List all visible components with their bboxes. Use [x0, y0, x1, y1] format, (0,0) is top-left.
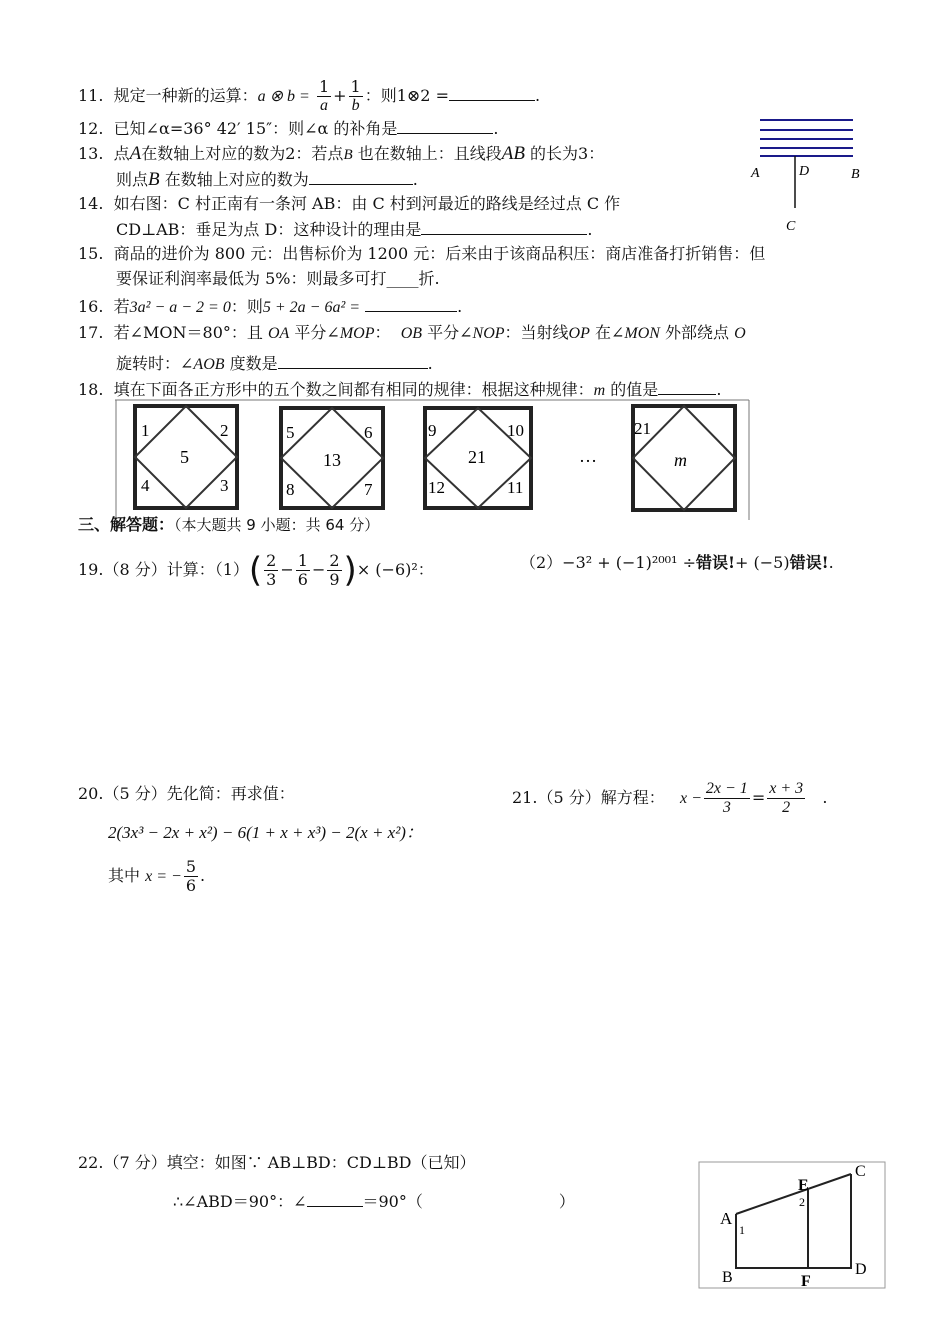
fig22-label-f: F: [801, 1273, 811, 1290]
q19-plus: + (−5): [735, 553, 790, 572]
q13-text-c: 也在数轴上：且线段: [357, 144, 502, 163]
q14-river-figure: [745, 112, 875, 237]
sq2-center: 13: [323, 450, 341, 470]
q18-text: 填在下面各正方形中的五个数之间都有相同的规律：根据这种规律：: [113, 380, 594, 399]
q11-equation: a ⊗ b =: [257, 88, 310, 105]
fig14-label-c: C: [786, 219, 796, 234]
question-11: [78, 78, 540, 115]
q17-text-b: 平分∠: [294, 323, 340, 342]
q14-number: 14.: [78, 194, 104, 213]
q11-frac-1b: $\frac{1}{b}$: [350, 77, 361, 114]
q13-text-e: 则点: [116, 170, 149, 189]
q21-end: .: [822, 788, 828, 807]
q20-expression-text: 2(3x³ − 2x + x²) − 6(1 + x + x³) − 2(x + x²)：: [108, 823, 423, 842]
q19-error-1: 错误!: [695, 553, 736, 572]
q22-angle-blank[interactable]: [307, 1190, 363, 1207]
q21-equals: =: [751, 788, 766, 807]
section-3-heading: [78, 514, 379, 536]
q17-nop: NOP: [472, 325, 505, 342]
sq2-top-left: 5: [286, 423, 295, 442]
q11-plus: +: [333, 86, 347, 105]
q17-text-f: 在∠: [594, 323, 625, 342]
q13-end: .: [412, 170, 418, 189]
fig14-label-b: B: [851, 167, 860, 182]
q17-text-c: ：: [374, 323, 391, 342]
sq1-center: 5: [180, 447, 189, 467]
q20-number: 20.: [78, 784, 104, 803]
q11-end: .: [534, 86, 541, 105]
q17-text-g: 外部绕点: [665, 323, 730, 342]
q13-answer-blank[interactable]: [309, 168, 413, 185]
q16-text: 若: [113, 297, 130, 316]
q17-answer-blank[interactable]: [278, 352, 428, 369]
q20-condition: 其中 x = − $\frac{5}{6}$ .: [108, 857, 206, 895]
fig22-label-d: D: [855, 1261, 867, 1278]
q14-end: .: [587, 220, 593, 239]
q16-equation-1: 3a² − a − 2 = 0: [129, 299, 231, 316]
q17-oa: OA: [268, 325, 290, 342]
q17-text-d: 平分∠: [427, 323, 473, 342]
q14-text-2: CD⊥AB：垂足为点 D：这种设计的理由是: [116, 220, 422, 239]
sq1-top-right: 2: [220, 421, 229, 440]
fig22-angle-1: 1: [739, 1223, 745, 1237]
q16-end: .: [457, 297, 463, 316]
sq1-top-left: 1: [141, 421, 150, 440]
q17-text-a: 若∠MON＝80°：且: [113, 323, 263, 342]
question-20: [78, 783, 295, 805]
sq3-center: 21: [468, 447, 486, 467]
q20-condition-label: 其中: [108, 866, 141, 885]
fig22-label-a: A: [720, 1209, 733, 1228]
q17-text-e: ：当射线: [504, 323, 569, 342]
question-19-part-2: [520, 552, 834, 574]
q14-answer-blank[interactable]: [421, 218, 587, 235]
question-14: [78, 193, 620, 215]
q22-geometry-figure: [698, 1160, 888, 1290]
question-17: [78, 322, 746, 345]
q19-tail: × (−6)²：: [356, 560, 434, 579]
q19-number: 19.: [78, 560, 104, 579]
q16-number: 16.: [78, 297, 104, 316]
q17-ob: OB: [400, 325, 423, 342]
q21-number: 21.: [512, 788, 538, 807]
q13-point-b: B: [343, 147, 353, 163]
q11-text: 规定一种新的运算：: [113, 86, 258, 105]
question-14-line2: [116, 218, 592, 241]
section-3-note: （本大题共 9 小题：共 64 分）: [174, 516, 380, 534]
q21-lhs: x −: [680, 790, 702, 807]
q22-number: 22.: [78, 1153, 104, 1172]
sq2-bottom-right: 7: [364, 480, 373, 499]
sq1-bottom-right: 3: [220, 476, 229, 495]
sq3-bottom-left: 12: [428, 478, 445, 497]
fig22-label-c: C: [855, 1163, 866, 1180]
q18-text-2: 的值是: [610, 380, 659, 399]
q14-text-1: 如右图：C 村正南有一条河 AB：由 C 村到河最近的路线是经过点 C 作: [113, 194, 621, 213]
q19-end: .: [828, 553, 834, 572]
sq4-center: m: [674, 450, 687, 470]
sq3-bottom-right: 11: [507, 478, 524, 497]
fig22-label-b: B: [722, 1269, 733, 1286]
question-21: 21.（5 分）解方程： x − $\frac{2x - 1}{3}$ = $\frac{x + 3}{2}$ .: [512, 780, 828, 816]
river-lines: [760, 120, 853, 156]
q15-text-1: 商品的进价为 800 元：出售标价为 1200 元：后来由于该商品积压：商店准备打折销售：但: [113, 244, 766, 263]
q22-text-2: ∴∠ABD＝90°：∠: [173, 1192, 307, 1211]
q17-text-i: 度数是: [229, 354, 278, 373]
q17-op: OP: [568, 325, 590, 342]
question-17-line2: [116, 352, 433, 376]
question-22: [78, 1152, 475, 1174]
sq2-bottom-left: 8: [286, 480, 295, 499]
question-22-line2: [173, 1190, 575, 1213]
q12-number: 12.: [78, 119, 104, 138]
q17-text-h: 旋转时：∠: [116, 354, 194, 373]
fig22-angle-2: 2: [799, 1195, 805, 1209]
q20-x-value: x = −: [145, 868, 182, 885]
q12-end: .: [493, 119, 499, 138]
q12-answer-blank[interactable]: [397, 117, 493, 134]
question-19: 19.（8 分）计算：（1）( $\frac{2}{3}$ − $\frac{1}{6}$ − $\frac{2}{9}$ )× (−6)²：: [78, 550, 434, 591]
q13-number: 13.: [78, 144, 104, 163]
q18-squares-figure: [115, 398, 755, 520]
q22-text-3: ＝90°（: [362, 1192, 423, 1211]
q17-number: 17.: [78, 323, 104, 342]
q18-m: m: [593, 382, 606, 399]
fig14-label-d: D: [799, 164, 810, 179]
q16-mid: ：则: [230, 297, 263, 316]
q13-text-f: 在数轴上对应的数为: [164, 170, 309, 189]
q17-end: .: [427, 354, 433, 373]
sq1-bottom-left: 4: [141, 476, 150, 495]
question-15: [78, 243, 765, 265]
number-square-3: [425, 408, 531, 508]
number-square-2: [281, 408, 383, 508]
q11-then: ：则1⊗2 =: [364, 86, 449, 105]
sq2-top-right: 6: [364, 423, 373, 442]
q20-instruction: （5 分）先化简：再求值：: [103, 784, 295, 803]
q13-text-a: 点: [113, 144, 130, 163]
section-3-title: 三、解答题：: [78, 515, 175, 534]
q20-expression: [108, 822, 423, 844]
q13-point-b2: B: [148, 169, 160, 190]
number-square-4: [633, 406, 735, 510]
q19-part-2-expr: （2）−3² + (−1)²⁰⁰¹ ÷: [520, 553, 696, 572]
q17-mop: MOP: [339, 325, 375, 342]
q19-part-1-label: （8 分）计算：（1）: [103, 560, 249, 579]
q15-number: 15.: [78, 244, 104, 263]
q16-equation-2: 5 + 2a − 6a² =: [262, 299, 361, 316]
fig22-label-e: E: [798, 1177, 809, 1194]
q17-mon: MON: [624, 325, 660, 342]
sq3-top-right: 10: [507, 421, 524, 440]
q17-aob: AOB: [193, 356, 225, 373]
fig22-ab-bd-dc: [736, 1174, 851, 1268]
sq3-top-left: 9: [428, 421, 437, 440]
q13-point-a: A: [129, 143, 142, 164]
q13-segment-ab: AB: [501, 143, 525, 164]
q17-o: O: [734, 325, 746, 342]
q20-end: .: [200, 866, 206, 885]
q11-answer-blank[interactable]: [449, 84, 535, 101]
q21-instruction: （5 分）解方程：: [537, 788, 665, 807]
q19-error-2: 错误!: [789, 553, 829, 572]
q13-text-b: 在数轴上对应的数为2：若点: [141, 144, 344, 163]
q16-answer-blank[interactable]: [365, 295, 457, 312]
q15-text-2: 要保证利润率最低为 5%：则最多可打____折.: [116, 269, 440, 288]
q11-number: 11.: [78, 86, 104, 105]
question-13: [78, 143, 604, 166]
question-15-line2: [116, 268, 440, 290]
question-12: [78, 117, 499, 140]
q12-text: 已知∠α=36° 42′ 15″：则∠α 的补角是: [113, 119, 398, 138]
q18-answer-blank[interactable]: [658, 378, 716, 395]
question-13-line2: [116, 168, 418, 191]
number-square-1: [135, 406, 237, 508]
q18-end: .: [716, 380, 722, 399]
fig14-label-a: A: [751, 166, 760, 181]
q11-frac-1a: $\frac{1}{a}$: [318, 77, 330, 114]
fig22-ac-line: [736, 1174, 851, 1214]
q13-text-d: 的长为3：: [530, 144, 605, 163]
q18-ellipsis: …: [579, 446, 597, 466]
sq4-top-left: 21: [634, 419, 651, 438]
q22-text-1: （7 分）填空：如图∵ AB⊥BD：CD⊥BD（已知）: [103, 1153, 476, 1172]
q18-number: 18.: [78, 380, 104, 399]
question-16: [78, 295, 462, 319]
q22-text-4: ）: [558, 1192, 575, 1211]
